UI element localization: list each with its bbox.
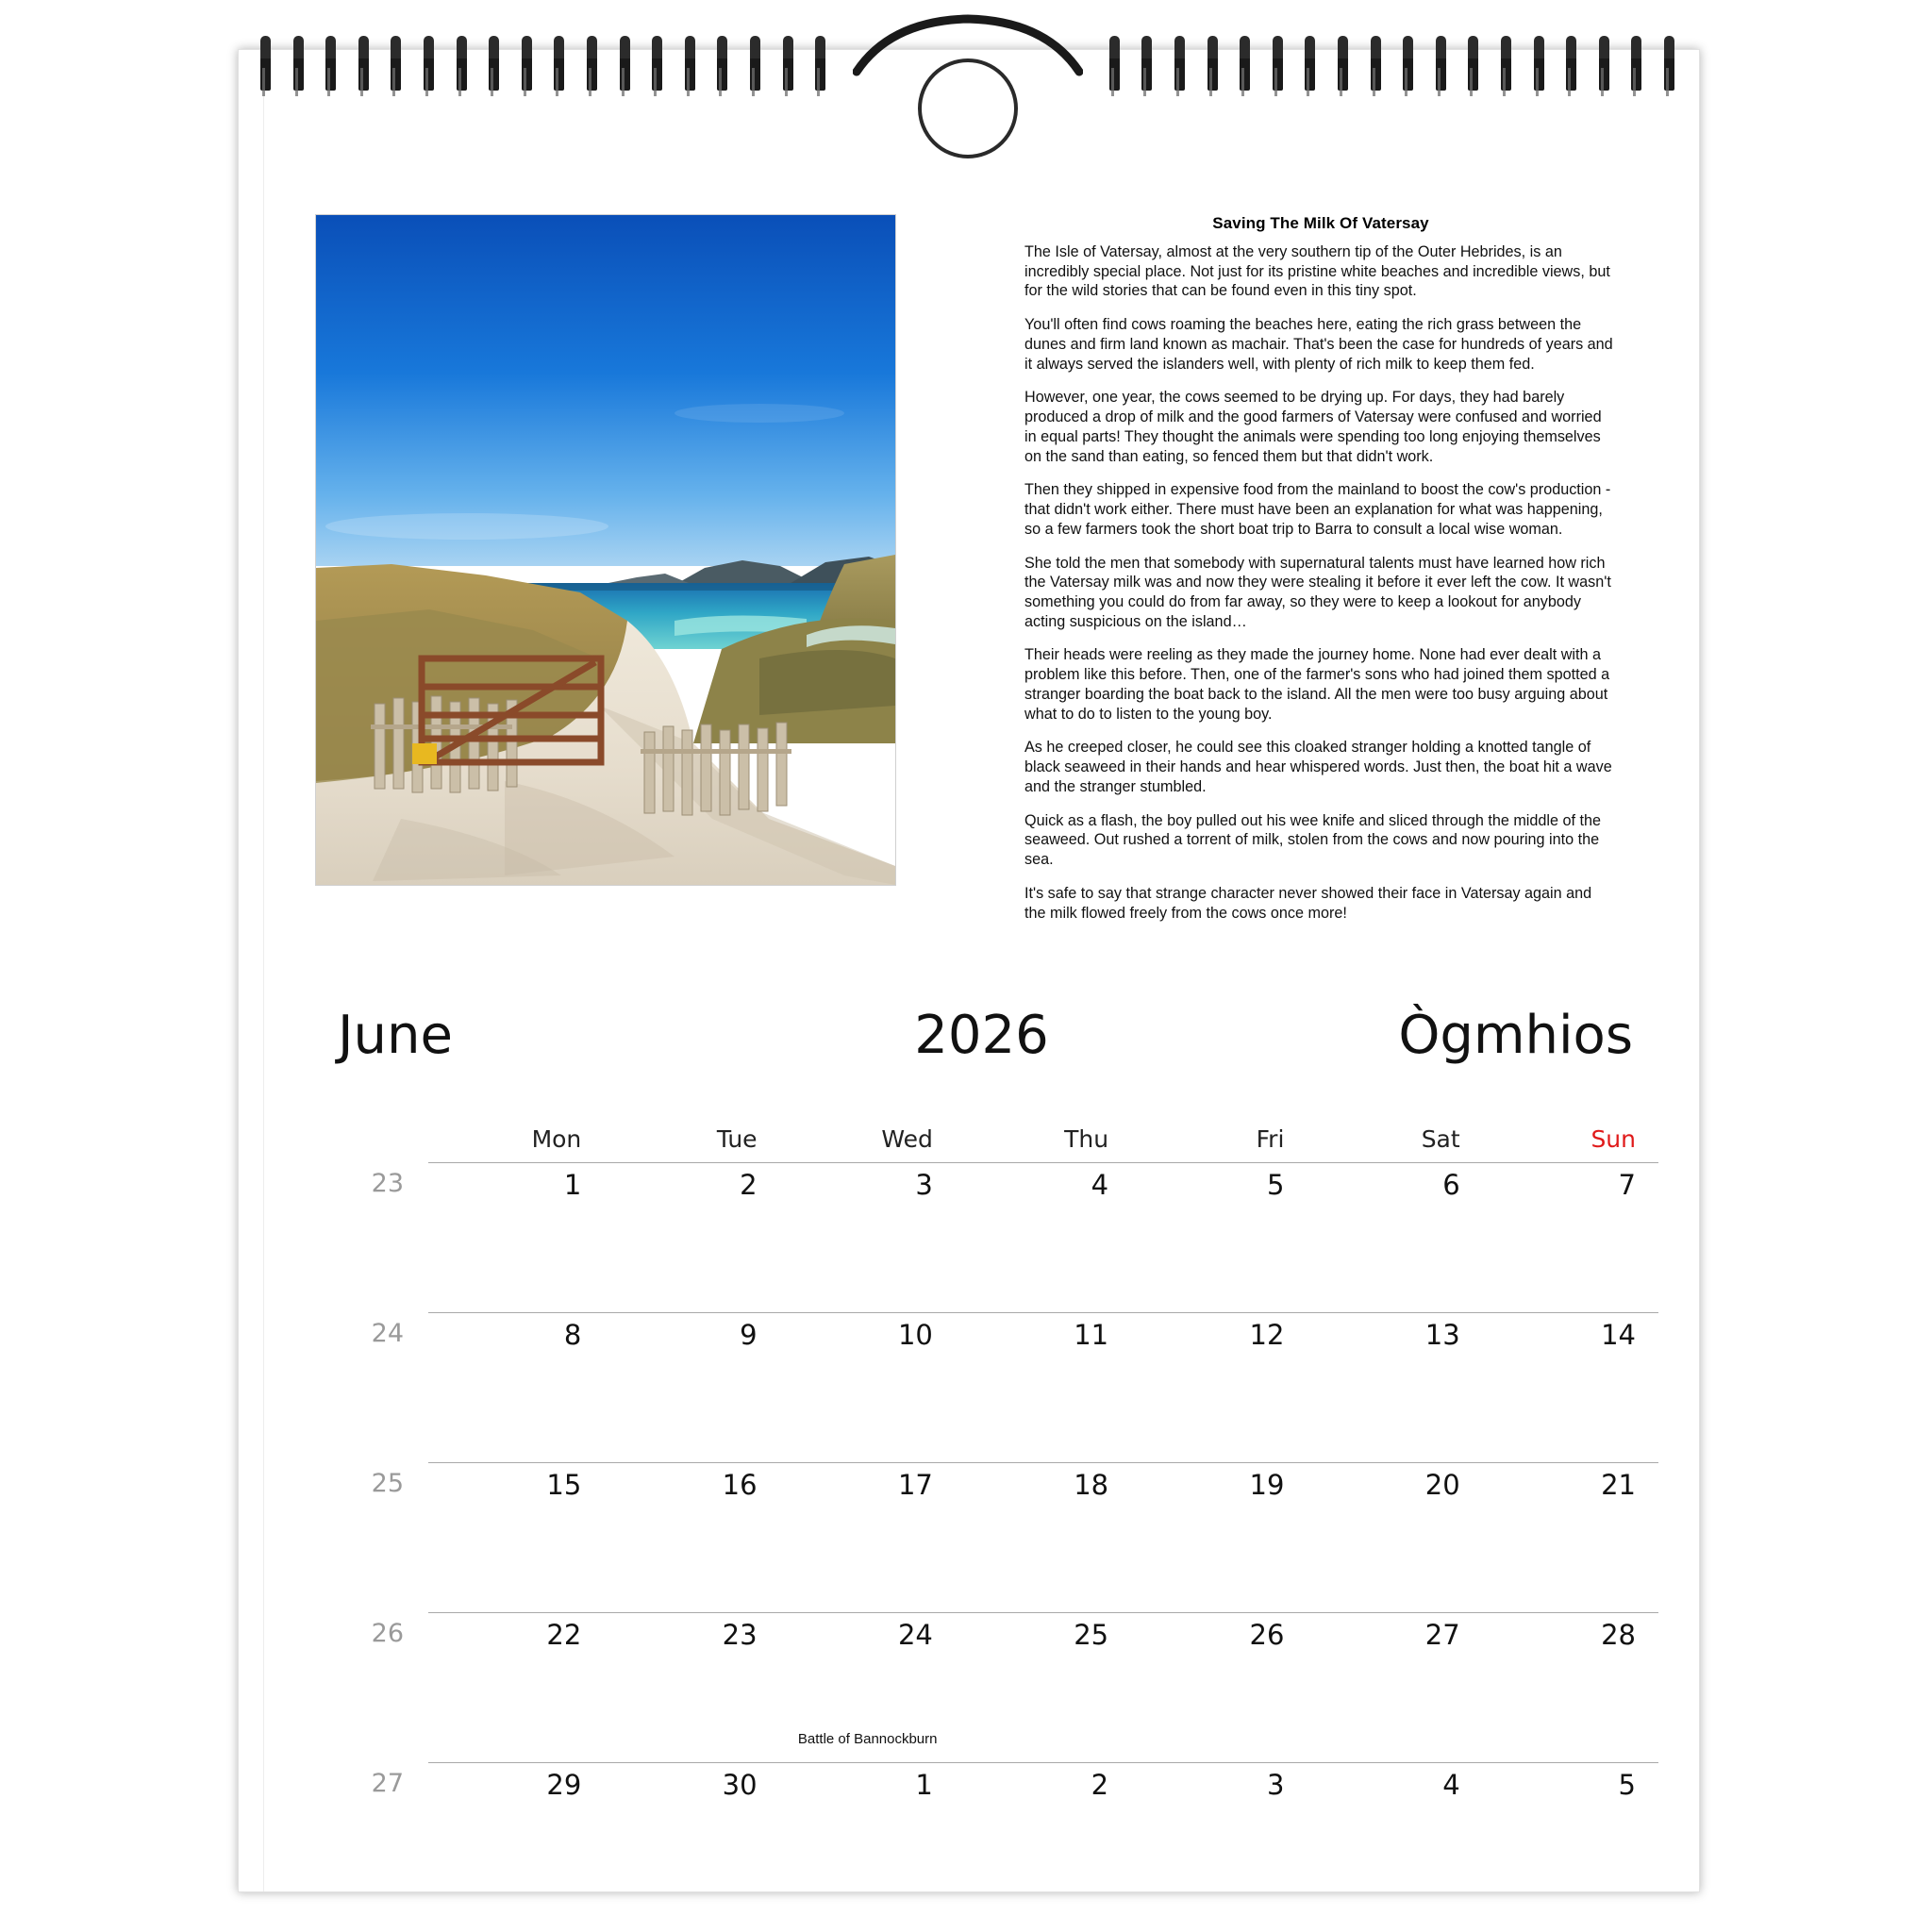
binding-wire [1305,53,1315,91]
month-name: June [338,1005,453,1066]
binding-wire [1566,53,1576,91]
day-cell[interactable] [1131,1163,1307,1313]
day-number: 29 [546,1769,582,1801]
year-label: 2026 [914,1005,1049,1066]
binding-wire [489,53,499,91]
story-paragraph: Quick as a flash, the boy pulled out his wee knife and sliced through the middle of the seaweed. Out rushed a torrent of milk, stolen from the cows and now pouring into the sea. [1024,811,1601,869]
weekday-header-fri: Fri [1256,1125,1285,1153]
weekday-header-sun: Sun [1591,1125,1636,1153]
day-cell[interactable] [428,1463,604,1613]
weekday-header-wed: Wed [881,1125,933,1153]
day-number: 13 [1424,1319,1460,1351]
story-paragraph: Their heads were reeling as they made the journey home. None had ever dealt with a problem like this before. Then, one of the farmer's sons who had joined them spotted a stranger boarding the boat back to the island. All the men were too busy arguing about what to do to listen to the young boy. [1024,646,1610,723]
calendar-table [338,1125,1658,1912]
day-number: 28 [1601,1619,1636,1651]
binding-wire [1371,53,1381,91]
binding-wire [1273,53,1283,91]
day-cell[interactable] [1483,1763,1658,1913]
day-number: 12 [1249,1319,1285,1351]
day-cell[interactable] [1131,1463,1307,1613]
binding-wire [457,53,467,91]
story-paragraph: Then they shipped in expensive food from the mainland to boost the cow's production - that didn't work either. There must have been an explanation for what was happening, so a few farmers took the short boat trip to Barra to consult a local wise woman. [1024,481,1611,538]
day-cell[interactable] [1483,1613,1658,1763]
day-cell[interactable] [1483,1163,1658,1313]
day-number: 2 [740,1169,758,1201]
day-cell[interactable] [1483,1463,1658,1613]
month-heading-row [264,1005,1699,1090]
calendar-week-row [338,1163,1658,1313]
day-cell[interactable] [428,1163,604,1313]
binding-wire [358,53,369,91]
day-number: 18 [1074,1469,1109,1501]
day-number: 5 [1266,1169,1285,1201]
day-number: 30 [722,1769,758,1801]
day-number: 15 [546,1469,582,1501]
binding-wire [783,53,793,91]
binding-wire [717,53,727,91]
calendar-week-row [338,1613,1658,1763]
day-number: 24 [897,1619,933,1651]
day-number: 4 [1442,1769,1460,1801]
day-number: 23 [722,1619,758,1651]
day-cell[interactable] [604,1313,779,1463]
story-paragraph: The Isle of Vatersay, almost at the very southern tip of the Outer Hebrides, is an incredibly special place. Not just for its pristine white beaches and incredible views, but for the wild stories that can be found even in this tiny spot. [1024,243,1610,300]
calendar-sheet-inner [263,50,1699,1891]
day-cell[interactable] [780,1163,956,1313]
binding-wire [1631,53,1641,91]
binding-wire [1403,53,1413,91]
day-number: 6 [1442,1169,1460,1201]
calendar-week-row [338,1463,1658,1613]
week-number: 24 [371,1318,404,1348]
day-number: 4 [1091,1169,1109,1201]
story-paragraph: However, one year, the cows seemed to be drying up. For days, they had barely produced a drop of milk and the good farmers of Vatersay were confused and worried in equal parts! They thought the animals were spending too long enjoying themselves on the sand than eating, so fenced them but that didn't work. [1024,389,1602,465]
day-number: 8 [563,1319,582,1351]
binding-wire [1664,53,1674,91]
day-cell[interactable] [1307,1463,1482,1613]
binding-wire [1109,53,1120,91]
weekday-header-thu: Thu [1064,1125,1109,1153]
week-number-header [338,1125,428,1163]
binding-wire [1174,53,1185,91]
day-cell[interactable] [1307,1313,1482,1463]
binding-wire [391,53,401,91]
week-number: 26 [371,1618,404,1648]
binding-wire [1501,53,1511,91]
day-number: 27 [1424,1619,1460,1651]
day-event-label: Battle of Bannockburn [797,1731,938,1747]
month-name-gaelic: Ògmhios [1398,1005,1633,1066]
binding-wire [424,53,434,91]
week-number: 25 [371,1468,404,1498]
story-title: Saving The Milk Of Vatersay [1212,214,1429,232]
day-number: 22 [546,1619,582,1651]
story-paragraph: She told the men that somebody with supernatural talents must have learned how rich the Vatersay milk was and now they were stealing it before it ever left the cow. It wasn't something you could do from far away, so they were to keep a lookout for anybody acting suspicious on the island… [1024,554,1611,630]
day-number: 9 [740,1319,758,1351]
week-number: 27 [371,1768,404,1798]
binding-wire [620,53,630,91]
weekday-header-tue: Tue [716,1125,758,1153]
wire-binding [238,26,1698,85]
day-number: 1 [915,1769,933,1801]
day-number: 5 [1618,1769,1636,1801]
day-number: 11 [1074,1319,1109,1351]
weekday-header-sat: Sat [1421,1125,1460,1153]
binding-wire [1468,53,1478,91]
day-number: 25 [1074,1619,1109,1651]
binding-wire [1599,53,1609,91]
day-number: 26 [1249,1619,1285,1651]
day-number: 16 [722,1469,758,1501]
day-number: 17 [897,1469,933,1501]
binding-wire [293,53,304,91]
day-number: 21 [1601,1469,1636,1501]
calendar-week-row [338,1763,1658,1913]
binding-wire [652,53,662,91]
binding-wire [1436,53,1446,91]
day-number: 10 [897,1319,933,1351]
binding-wire [1141,53,1152,91]
beach-photo [315,214,896,886]
day-cell[interactable] [1307,1763,1482,1913]
day-cell[interactable] [956,1313,1131,1463]
story-paragraph: It's safe to say that strange character never showed their face in Vatersay again and the milk flowed freely from the cows once more! [1024,884,1592,922]
binding-wire [685,53,695,91]
binding-wire [750,53,760,91]
top-section [264,148,1699,922]
day-number: 3 [1266,1769,1285,1801]
binding-wire [1534,53,1544,91]
day-cell[interactable] [780,1731,956,1913]
day-cell[interactable] [1131,1763,1307,1913]
day-cell[interactable] [604,1163,779,1313]
week-number: 23 [371,1168,404,1198]
binding-wire [522,53,532,91]
day-cell[interactable] [1307,1613,1482,1763]
day-cell[interactable] [604,1763,779,1913]
day-number: 1 [563,1169,582,1201]
binding-wire [1338,53,1348,91]
day-cell[interactable] [1131,1613,1307,1763]
day-cell[interactable] [956,1163,1131,1313]
day-cell[interactable] [428,1313,604,1463]
story-paragraph: As he creeped closer, he could see this cloaked stranger holding a knotted tangle of black seaweed in their hands and hear whispered words. Just then, the boat hit a wave and the stranger stumbled. [1024,739,1612,795]
day-cell[interactable] [1131,1313,1307,1463]
calendar-grid [338,1125,1658,1912]
hanger-ring [918,58,1018,158]
day-cell[interactable] [780,1463,956,1613]
binding-wire [587,53,597,91]
story-paragraph: You'll often find cows roaming the beaches here, eating the rich grass between the dunes and firm land known as machair. That's been the case for hundreds of years and it always served the islanders well, with plenty of rich milk to keep them fed. [1024,316,1613,373]
calendar-sheet [238,49,1700,1892]
day-number: 2 [1091,1769,1109,1801]
binding-wire [325,53,336,91]
day-cell[interactable] [956,1463,1131,1613]
binding-wire [1208,53,1218,91]
day-cell[interactable] [428,1763,604,1913]
day-cell[interactable] [1307,1163,1482,1313]
day-number: 7 [1618,1169,1636,1201]
day-cell[interactable] [604,1463,779,1613]
day-number: 14 [1601,1319,1636,1351]
binding-wire [1240,53,1250,91]
binding-wire [815,53,825,91]
day-cell[interactable] [956,1763,1131,1913]
day-cell[interactable] [956,1613,1131,1763]
day-number: 3 [915,1169,933,1201]
weekday-header-row [338,1125,1658,1163]
day-cell[interactable] [1483,1313,1658,1463]
story-panel [1024,214,1617,937]
day-cell[interactable] [428,1613,604,1763]
calendar-week-row [338,1313,1658,1463]
binding-wire [554,53,564,91]
weekday-header-mon: Mon [531,1125,582,1153]
binding-wire [260,53,271,91]
day-cell[interactable] [780,1313,956,1463]
day-number: 19 [1249,1469,1285,1501]
day-cell[interactable] [604,1613,779,1763]
day-number: 20 [1424,1469,1460,1501]
